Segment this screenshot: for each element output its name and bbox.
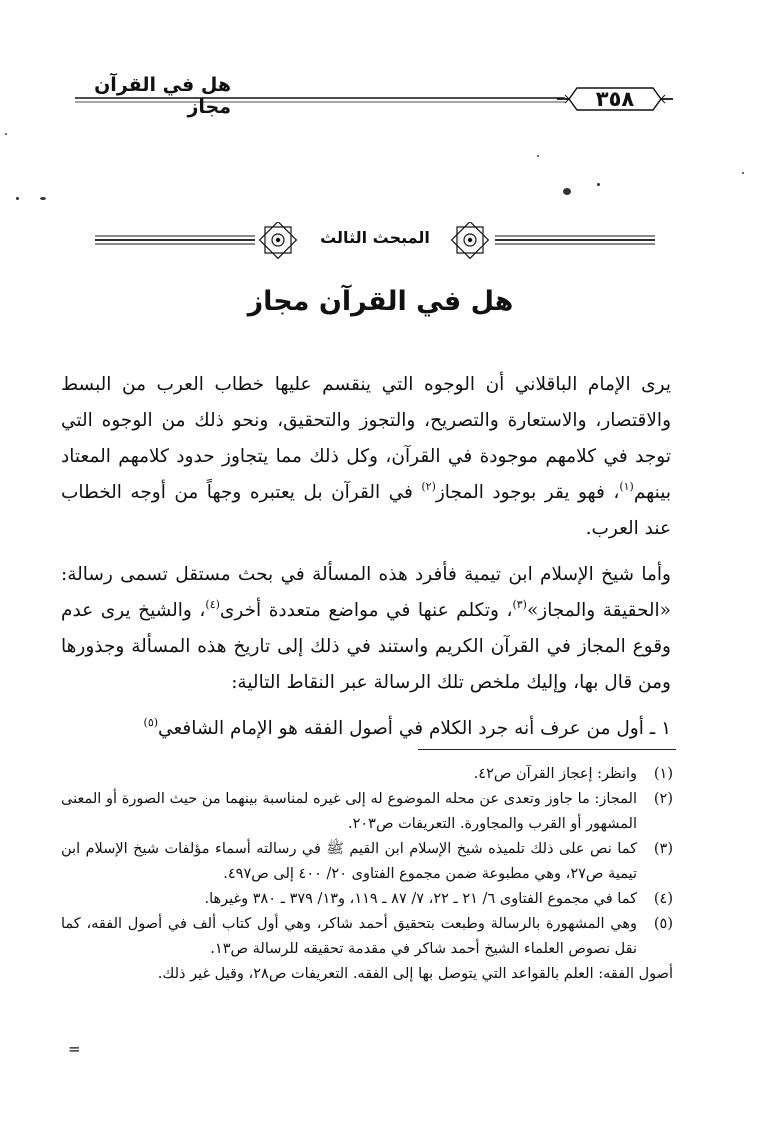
footnote-ref: (١) bbox=[619, 480, 634, 493]
footnote bbox=[61, 787, 673, 837]
paragraph-text: وأما شيخ الإسلام ابن تيمية فأفرد هذه المسألة في بحث مستقل تسمى رسالة: «الحقيقة والمجاز» bbox=[61, 564, 671, 621]
section-label: المبحث الثالث bbox=[320, 228, 430, 247]
footnote bbox=[61, 837, 673, 887]
paragraph-text: ، وتكلم عنها في مواضع متعددة أخرى bbox=[219, 600, 513, 621]
footnote-ref: (٤) bbox=[205, 598, 220, 611]
footnote-separator bbox=[418, 749, 676, 750]
header-rule bbox=[75, 96, 565, 104]
footnote-text: وهي المشهورة بالرسالة وطبعت بتحقيق أحمد شاكر، وهي أول كتاب ألف في أصول الفقه، كما نقل نصوص العلماء الشيخ أحمد شاكر في مقدمة تحقيقه للرسالة ص١٣. bbox=[61, 916, 637, 957]
body-text bbox=[61, 367, 671, 747]
footnote-ref: (٣) bbox=[512, 598, 527, 611]
paragraph-text: يرى الإمام الباقلاني أن الوجوه التي ينقسم عليها خطاب العرب من البسط والاقتصار، والاستعارة والتصريح، والتجوز والتحقيق، ونحو ذلك من الوجوه التي توجد في كلامهم موجودة في القرآن، وكل ذلك مما يتجاوز حدود كلامهم المعتاد بينهم bbox=[61, 374, 671, 503]
footnote-continuation: أصول الفقه: العلم بالقواعد التي يتوصل بها إلى الفقه. التعريفات ص٢٨، وقيل غير ذلك. bbox=[157, 966, 673, 982]
footnote-text: كما في مجموع الفتاوى ٦/ ٢١ ـ ٢٢، ٧/ ٨٧ ـ ١١٩، و١٣/ ٣٧٩ ـ ٣٨٠ وغيرها. bbox=[204, 891, 637, 907]
page-number-frame bbox=[555, 84, 675, 114]
footnote-ref: (٥) bbox=[143, 716, 159, 729]
footnote-number: (١) bbox=[653, 766, 673, 782]
footnote-ref: (٢) bbox=[421, 480, 436, 493]
footnote-number: (٣) bbox=[653, 841, 673, 857]
footnote-number: (٤) bbox=[653, 891, 673, 907]
footnote bbox=[61, 762, 673, 787]
scan-speck bbox=[597, 183, 600, 186]
scan-speck bbox=[5, 133, 7, 135]
scan-speck bbox=[563, 188, 571, 195]
footnotes bbox=[61, 762, 673, 987]
paragraph-text: ١ ـ أول من عرف أنه جرد الكلام في أصول الفقه هو الإمام الشافعي bbox=[158, 718, 671, 739]
paragraph-text: في القرآن بل يعتبره وجهاً من أوجه الخطاب عند العرب. bbox=[61, 482, 671, 539]
footnote-number: (٥) bbox=[653, 916, 673, 932]
continuation-mark: = bbox=[68, 1040, 81, 1058]
section-heading-row bbox=[95, 222, 655, 262]
paragraph bbox=[61, 367, 671, 547]
paragraph-text: ، فهو يقر بوجود المجاز bbox=[435, 482, 620, 503]
footnote-number: (٢) bbox=[653, 791, 673, 807]
footnote bbox=[61, 887, 673, 912]
scan-speck bbox=[537, 155, 539, 157]
rosette-icon bbox=[452, 222, 489, 258]
page-number: ٣٥٨ bbox=[595, 87, 635, 111]
footnote bbox=[61, 912, 673, 962]
paragraph bbox=[61, 711, 671, 747]
footnote-text: كما نص على ذلك تلميذه شيخ الإسلام ابن القيم ﷺ في رسالته أسماء مؤلفات شيخ الإسلام ابن تيمية ص٢٧، وهي مطبوعة ضمن مجموع الفتاوى ٢٠/ ٤٠٠ إلى ص٤٩٧. bbox=[61, 841, 637, 882]
paragraph-text: ، والشيخ يرى عدم وقوع المجاز في القرآن الكريم واستند في ذلك إلى تاريخ هذه المسألة وجذورها ومن قال بها، وإليك ملخص تلك الرسالة عبر النقاط التالية: bbox=[61, 600, 671, 693]
rosette-icon bbox=[260, 222, 297, 258]
chapter-title: هل في القرآن مجاز bbox=[247, 286, 514, 317]
scan-speck bbox=[16, 197, 19, 200]
scan-speck bbox=[40, 197, 46, 200]
footnote-text: وانظر: إعجاز القرآن ص٤٢. bbox=[473, 766, 637, 782]
scan-speck bbox=[742, 172, 744, 174]
paragraph bbox=[61, 557, 671, 701]
footnote-text: المجاز: ما جاوز وتعدى عن محله الموضوع له إلى غيره لمناسبة بينهما من حيث الصورة أو المعنى المشهور أو القرب والمجاورة. التعريفات ص٢٠٣. bbox=[61, 791, 637, 832]
running-title: هل في القرآن مجاز bbox=[94, 74, 231, 118]
